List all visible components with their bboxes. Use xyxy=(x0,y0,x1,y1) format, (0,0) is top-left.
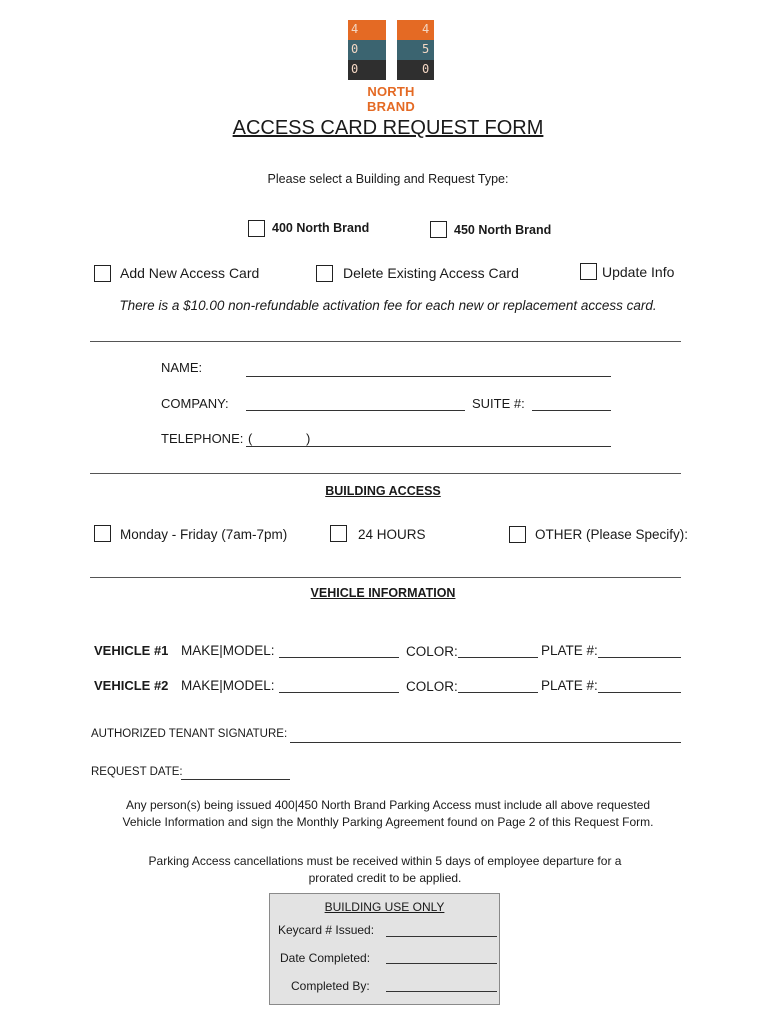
name-label: NAME: xyxy=(161,360,203,375)
24-hours-checkbox[interactable] xyxy=(330,525,347,542)
logo-digit: 0 xyxy=(422,62,430,76)
weekday-access-checkbox[interactable] xyxy=(94,525,111,542)
building-400-label: 400 North Brand xyxy=(272,221,370,235)
instruction-text: Please select a Building and Request Type: xyxy=(267,172,509,186)
building-400-checkbox[interactable] xyxy=(248,220,265,237)
completed-by-field[interactable] xyxy=(386,991,497,992)
logo-digit: 0 xyxy=(351,62,359,76)
vehicle-2-plate-field[interactable] xyxy=(598,692,681,693)
logo-wordmark: NORTH BRAND xyxy=(367,84,415,114)
logo-divider xyxy=(386,20,397,80)
request-date-label: REQUEST DATE: xyxy=(91,766,183,778)
vehicle-1-label: VEHICLE #1 xyxy=(94,643,169,658)
cancellation-note xyxy=(0,853,770,887)
logo-digit: 4 xyxy=(351,22,359,36)
company-label: COMPANY: xyxy=(161,396,229,411)
phone-open-paren: ( xyxy=(248,431,253,446)
company-field[interactable] xyxy=(246,410,465,411)
cancellation-note-line: Parking Access cancellations must be received within 5 days of employee departure for a xyxy=(148,854,622,868)
parking-note xyxy=(0,797,770,831)
fee-note: There is a $10.00 non-refundable activation fee for each new or replacement access card. xyxy=(119,298,657,313)
add-new-card-label: Add New Access Card xyxy=(120,265,260,281)
vehicle-info-heading: VEHICLE INFORMATION xyxy=(310,586,456,600)
vehicle-2-color-field[interactable] xyxy=(458,692,538,693)
phone-close-paren: ) xyxy=(306,431,311,446)
update-info-checkbox[interactable] xyxy=(580,263,597,280)
suite-label: SUITE #: xyxy=(472,396,525,411)
telephone-label: TELEPHONE: xyxy=(161,431,244,446)
vehicle-1-color-field[interactable] xyxy=(458,657,538,658)
other-access-label: OTHER (Please Specify): xyxy=(535,527,689,542)
telephone-field[interactable] xyxy=(246,446,611,447)
delete-card-checkbox[interactable] xyxy=(316,265,333,282)
vehicle-2-make-field[interactable] xyxy=(279,692,399,693)
divider xyxy=(90,473,681,474)
cancellation-note-line: prorated credit to be applied. xyxy=(308,871,462,885)
keycard-issued-field[interactable] xyxy=(386,936,497,937)
request-date-field[interactable] xyxy=(181,779,290,780)
vehicle-2-plate-label: PLATE #: xyxy=(541,678,598,693)
form-title: ACCESS CARD REQUEST FORM xyxy=(232,117,544,139)
signature-field[interactable] xyxy=(290,742,681,743)
suite-field[interactable] xyxy=(532,410,611,411)
divider xyxy=(90,341,681,342)
logo-digit: 5 xyxy=(422,42,430,56)
update-info-label: Update Info xyxy=(602,264,675,280)
vehicle-2-make-label: MAKE|MODEL: xyxy=(181,678,275,693)
delete-card-label: Delete Existing Access Card xyxy=(343,265,519,281)
divider xyxy=(90,577,681,578)
vehicle-1-make-label: MAKE|MODEL: xyxy=(181,643,275,658)
date-completed-field[interactable] xyxy=(386,963,497,964)
logo-digit: 4 xyxy=(422,22,430,36)
name-field[interactable] xyxy=(246,376,611,377)
parking-note-line: Any person(s) being issued 400|450 North Brand Parking Access must include all above requested xyxy=(125,798,651,812)
keycard-issued-label: Keycard # Issued: xyxy=(278,923,375,937)
vehicle-2-color-label: COLOR: xyxy=(406,679,458,694)
add-new-card-checkbox[interactable] xyxy=(94,265,111,282)
completed-by-label: Completed By: xyxy=(291,979,370,993)
other-access-checkbox[interactable] xyxy=(509,526,526,543)
building-access-heading: BUILDING ACCESS xyxy=(325,484,441,498)
vehicle-1-make-field[interactable] xyxy=(279,657,399,658)
building-use-box xyxy=(269,893,500,1005)
vehicle-2-label: VEHICLE #2 xyxy=(94,678,169,693)
weekday-access-label: Monday - Friday (7am-7pm) xyxy=(120,527,288,542)
logo-digit: 0 xyxy=(351,42,359,56)
parking-note-line: Vehicle Information and sign the Monthly Parking Agreement found on Page 2 of this Request Form. xyxy=(122,815,654,829)
date-completed-label: Date Completed: xyxy=(280,951,371,965)
building-450-checkbox[interactable] xyxy=(430,221,447,238)
building-use-heading: BUILDING USE ONLY xyxy=(324,900,445,914)
vehicle-1-plate-label: PLATE #: xyxy=(541,643,598,658)
vehicle-1-plate-field[interactable] xyxy=(598,657,681,658)
building-450-label: 450 North Brand xyxy=(454,223,552,237)
vehicle-1-color-label: COLOR: xyxy=(406,644,458,659)
signature-label: AUTHORIZED TENANT SIGNATURE: xyxy=(91,728,288,740)
24-hours-label: 24 HOURS xyxy=(358,527,426,542)
